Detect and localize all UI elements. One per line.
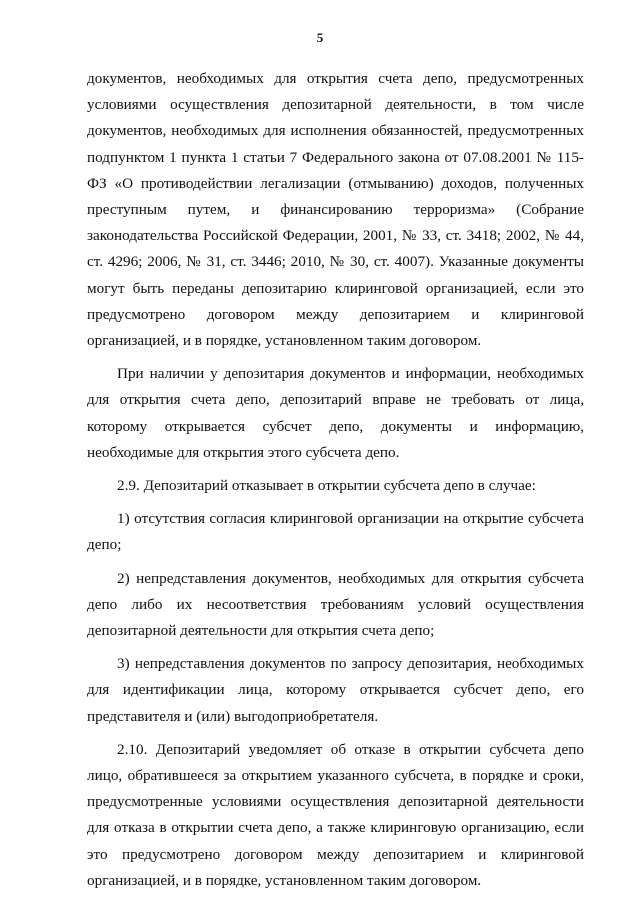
list-item-refusal-2: 2) непредставления документов, необходимых для открытия субсчета депо либо их несоответствия требованиям условий осуществления депозитарной деятельности для открытия счета депо; xyxy=(87,569,584,640)
paragraph-existing-documents: При наличии у депозитария документов и информации, необходимых для открытия счета депо, депозитарий вправе не требовать от лица, которому открывается субсчет депо, документы и информацию, необходимые для открытия этого субсчета депо. xyxy=(87,365,584,461)
list-item-refusal-1: 1) отсутствия согласия клиринговой организации на открытие субсчета депо; xyxy=(87,510,584,554)
document-body xyxy=(87,66,584,894)
page-number: 5 xyxy=(316,30,324,45)
paragraph-documents-requirements: документов, необходимых для открытия счета депо, предусмотренных условиями осуществления депозитарной деятельности, в том числе документов, необходимых для исполнения обязанностей, предусмотренных подпунктом 1 пункта 1 статьи 7 Федерального закона от 07.08.2001 № 115-ФЗ «О противодействии легализации (отмыванию) доходов, полученных преступным путем, и финансированию терроризма» (Собрание законодательства Российской Федерации, 2001, № 33, ст. 3418; 2002, № 44, ст. 4296; 2006, № 31, ст. 3446; 2010, № 30, ст. 4007). Указанные документы могут быть переданы депозитарию клиринговой организацией, если это предусмотрено договором между депозитарием и клиринговой организацией, и в порядке, установленном таким договором. xyxy=(87,70,584,350)
list-item-refusal-3: 3) непредставления документов по запросу депозитария, необходимых для идентификации лица, которому открывается субсчет депо, его представителя и (или) выгодоприобретателя. xyxy=(87,655,584,725)
paragraph-clause-2-9: 2.9. Депозитарий отказывает в открытии субсчета депо в случае: xyxy=(117,477,536,495)
paragraph-clause-2-10: 2.10. Депозитарий уведомляет об отказе в открытии субсчета депо лицо, обратившееся за открытием указанного субсчета, в порядке и сроки, предусмотренные условиями осуществления депозитарной деятельности для отказа в открытии счета депо, а также клиринговую организацию, если это предусмотрено договором между депозитарием и клиринговой организацией, и в порядке, установленном таким договором. xyxy=(87,740,584,889)
